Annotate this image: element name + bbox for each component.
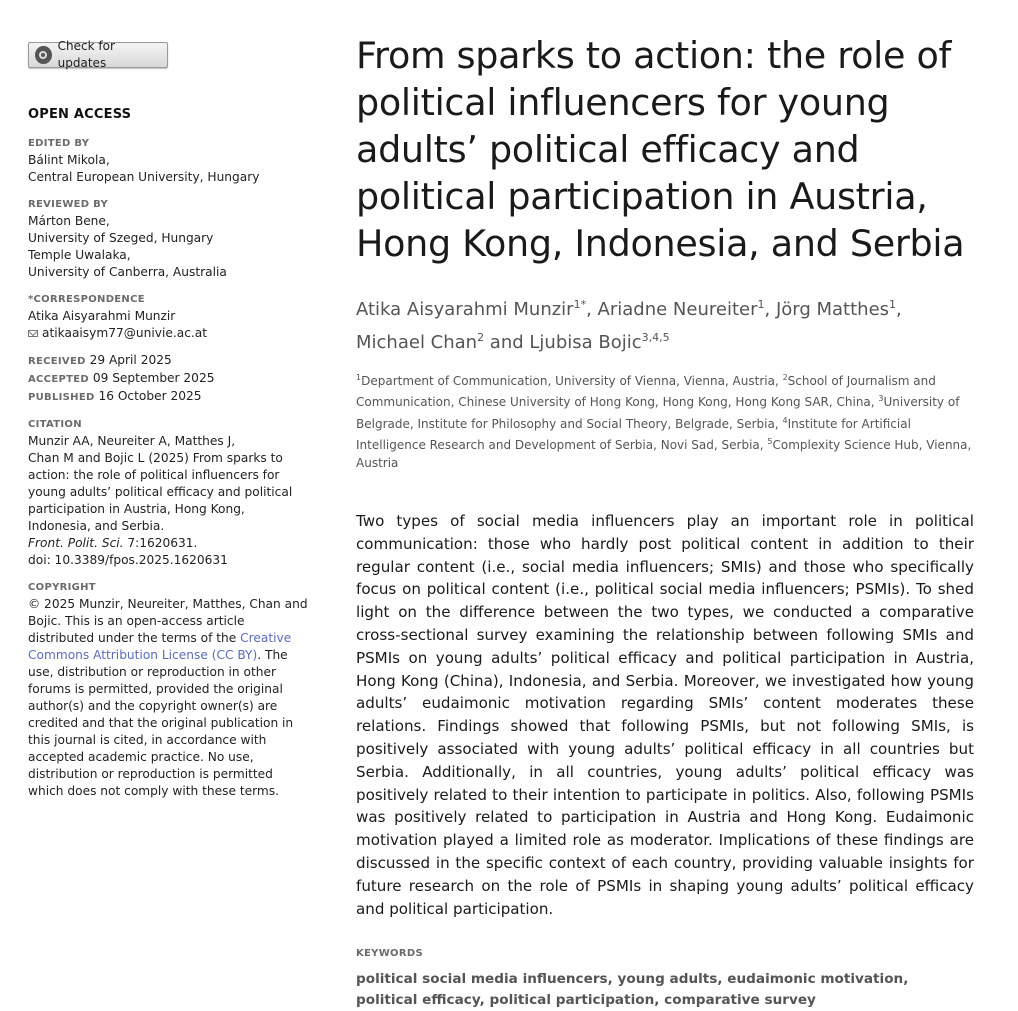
editor-name: Bálint Mikola,: [28, 153, 110, 167]
dates-section: [28, 352, 310, 406]
citation-line: action: the role of political influencers for: [28, 468, 280, 482]
citation-line: participation in Austria, Hong Kong,: [28, 502, 245, 516]
author-name[interactable]: Ljubisa Bojic: [529, 332, 642, 353]
citation-line: Chan M and Bojic L (2025) From sparks to: [28, 451, 283, 465]
article-sidebar: [28, 39, 310, 800]
affiliation-text: Complexity Science Hub, Vienna, Austria: [356, 438, 972, 470]
author-name[interactable]: Michael Chan: [356, 332, 478, 353]
cc-by-license-link[interactable]: Creative Commons Attribution License (CC BY): [28, 631, 292, 662]
citation-journal: Front. Polit. Sci.: [28, 536, 124, 550]
correspondence-name: Atika Aisyarahmi Munzir: [28, 309, 176, 323]
citation-line: young adults’ political efficacy and political: [28, 485, 293, 499]
author-list: [356, 291, 974, 357]
author-name[interactable]: Ariadne Neureiter: [597, 299, 758, 320]
author-sup: 1*: [573, 298, 587, 311]
affiliation-text: University of Belgrade, Institute for Philosophy and Social Theory, Belgrade, Serbia,: [356, 395, 960, 431]
author-sup: 3,4,5: [641, 331, 670, 344]
affiliation-sup: 5: [767, 437, 773, 447]
reviewer-affiliation: University of Canberra, Australia: [28, 265, 227, 279]
received-value: 29 April 2025: [89, 353, 172, 367]
affiliation-text: Department of Communication, University of Vienna, Vienna, Austria,: [361, 374, 783, 388]
citation-line: Munzir AA, Neureiter A, Matthes J,: [28, 434, 236, 448]
accepted-date: [28, 370, 310, 388]
affiliation-text: Institute for Artificial Intelligence Research and Development of Serbia, Novi Sad, Serbia,: [356, 416, 911, 453]
citation-doi: doi: 10.3389/fpos.2025.1620631: [28, 553, 228, 567]
abstract-text: Two types of social media influencers play an important role in political communication: those who hardly post political content in addition to their regular content (i.e., social media influencers; SMIs) and those who specifically focus on political content (i.e., political social media influencers; PSMIs). To shed light on the difference between the two types, we conducted a comparative cross-sectional survey examining the relationship between following SMIs and PSMIs on young adults’ political efficacy and political participation in Austria, Hong Kong (China), Indonesia, and Serbia. Moreover, we investigated how young adults’ eudaimonic motivation regarding SMIs’ content moderates these relations. Findings showed that following PSMIs, but not following SMIs, is positively associated with young adults’ political efficacy in all countries but Serbia. Additionally, in all countries, young adults’ political efficacy was positively related to their intention to participate in politics. Also, following PSMIs was positively related to participation in Austria and Hong Kong. Eudaimonic motivation played a limited role as moderator. Implications of these findings are discussed in the specific context of each country, providing valuable insights for future research on the role of PSMIs in shaping young adults’ political efficacy and political participation.: [356, 512, 974, 918]
reviewed-by-label: REVIEWED BY: [28, 199, 109, 210]
accepted-value: 09 September 2025: [92, 371, 215, 385]
mail-icon: [28, 330, 38, 337]
article-main: [356, 32, 974, 1011]
correspondence-label: *CORRESPONDENCE: [28, 294, 145, 305]
citation-volume: 7:1620631.: [123, 536, 198, 550]
published-value: 16 October 2025: [98, 389, 202, 403]
received-label: RECEIVED: [28, 356, 86, 367]
copyright-text: [28, 596, 310, 800]
accepted-label: ACCEPTED: [28, 374, 89, 385]
edited-by-label: EDITED BY: [28, 138, 90, 149]
check-for-updates-label: Check for updates: [57, 39, 115, 70]
author-sup: 1: [757, 298, 765, 311]
correspondence-email-row: [28, 325, 310, 342]
reviewer-affiliation: University of Szeged, Hungary: [28, 231, 214, 245]
author-sup: 2: [477, 331, 485, 344]
author-separator: ,: [586, 299, 598, 320]
published-label: PUBLISHED: [28, 392, 95, 403]
affiliation-text: School of Journalism and Communication, Chinese University of Hong Kong, Hong Kong, Hong Kong SAR, China,: [356, 374, 936, 410]
affiliation-sup: 4: [782, 415, 788, 425]
correspondence-email-link[interactable]: atikaaisym77@univie.ac.at: [42, 326, 208, 340]
keywords-label: KEYWORDS: [356, 948, 423, 960]
affiliations: [356, 369, 974, 472]
copyright-text-after: . The use, distribution or reproduction in other forums is permitted, provided the original author(s) and the copyright owner(s) are credited and that the original publication in this journal is cited, in accordance with accepted academic practice. No use, distribution or reproduction is permitted which does not comply with these terms.: [28, 648, 294, 798]
reviewed-by-section: [28, 196, 310, 281]
editor-affiliation: Central European University, Hungary: [28, 170, 260, 184]
reviewer-name: Márton Bene,: [28, 214, 110, 228]
copyright-text-before: © 2025 Munzir, Neureiter, Matthes, Chan and Bojic. This is an open-access article distributed under the terms of the: [28, 597, 308, 645]
copyright-section: [28, 579, 310, 800]
affiliation-sup: 1: [356, 373, 362, 382]
correspondence-section: [28, 291, 310, 342]
affiliation-sup: 3: [878, 394, 884, 404]
check-for-updates-button[interactable]: [28, 39, 168, 70]
citation-journal-line: [28, 535, 310, 552]
author-sup: 1: [889, 298, 897, 311]
author-name[interactable]: Jörg Matthes: [775, 299, 890, 320]
citation-line: Indonesia, and Serbia.: [28, 519, 165, 533]
author-separator: ,: [896, 299, 902, 320]
copyright-label: COPYRIGHT: [28, 582, 96, 593]
citation-label: CITATION: [28, 419, 82, 430]
open-access-label: OPEN ACCESS: [28, 107, 132, 122]
keywords-list: political social media influencers, young adults, eudaimonic motivation, political efficacy, political participation, comparative survey: [356, 971, 909, 1009]
author-separator: ,: [764, 299, 776, 320]
edited-by-section: [28, 135, 310, 186]
article-title: From sparks to action: the role of political influencers for young adults’ political efficacy and political participation in Austria, Hong Kong, Indonesia, and Serbia: [356, 34, 965, 265]
author-separator: and: [484, 332, 530, 353]
author-name[interactable]: Atika Aisyarahmi Munzir: [356, 299, 574, 320]
affiliation-sup: 2: [782, 373, 788, 382]
citation-section: [28, 416, 310, 569]
received-date: [28, 352, 310, 370]
published-date: [28, 388, 310, 406]
crossmark-icon: [35, 46, 52, 64]
reviewer-name: Temple Uwalaka,: [28, 248, 131, 262]
